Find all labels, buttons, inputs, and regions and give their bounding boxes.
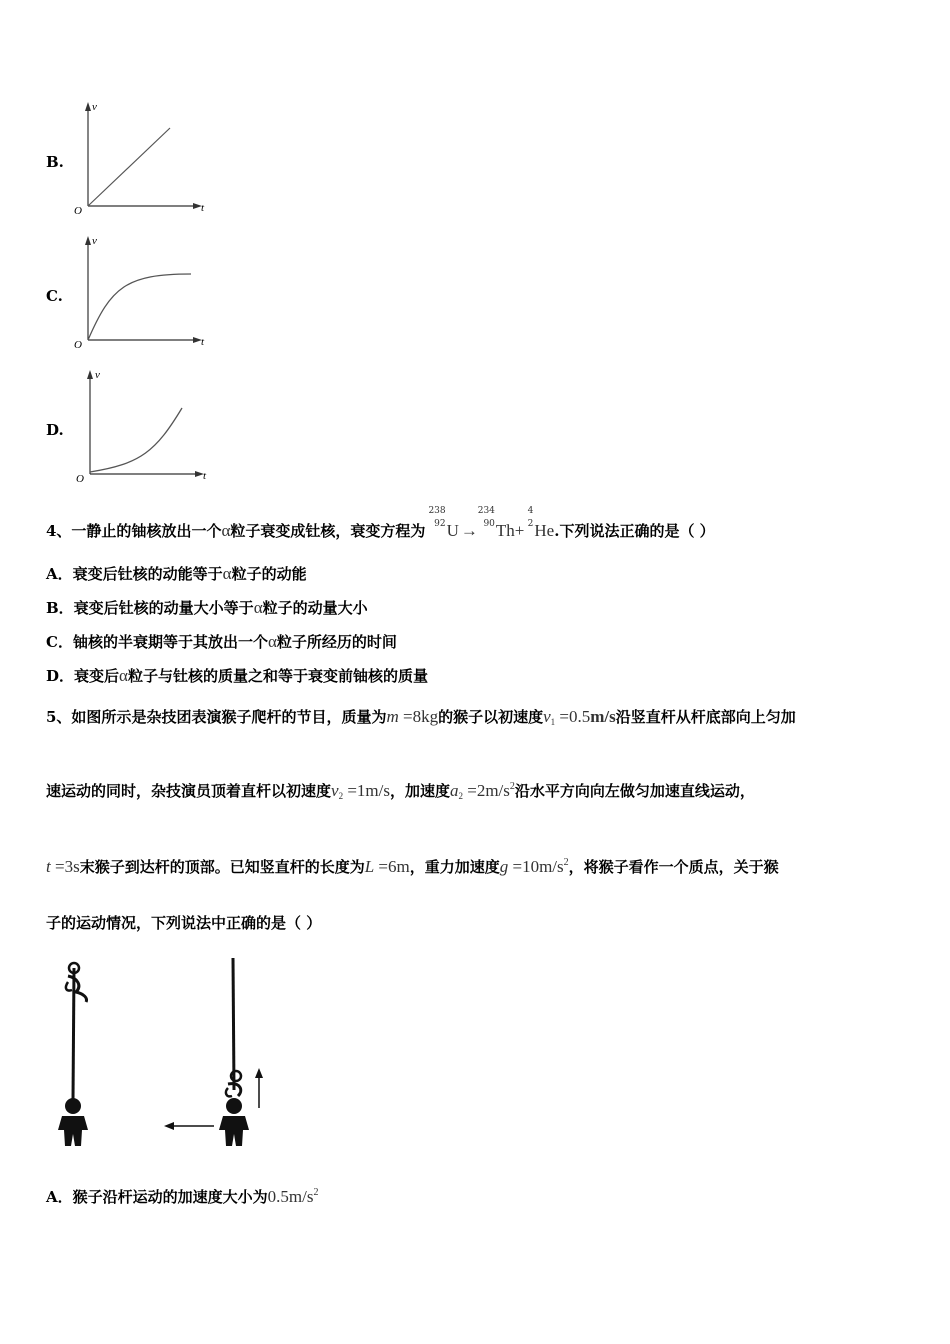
graph-d-y-label: v [95, 369, 100, 381]
graph-c-origin: O [74, 339, 82, 351]
graph-c-y-arrow [85, 236, 91, 245]
monkey-pole-figure [48, 952, 278, 1152]
q5-line-3: t =3s末猴子到达杆的顶部。已知竖直杆的长度为L =6m，重力加速度$g =10m/s^2$，将猴子看作一个质点，关于猴 [46, 857, 779, 876]
graph-d-curve [90, 408, 182, 472]
alpha-symbol: α [222, 564, 232, 583]
helium-symbol: He [534, 521, 555, 540]
uranium-isotope: 238 92 [428, 506, 446, 529]
decay-arrow: → [460, 521, 478, 540]
graph-c-curve [88, 274, 191, 340]
graph-b [66, 98, 216, 218]
left-monkey [66, 963, 87, 1002]
alpha-symbol: α [253, 598, 263, 617]
graph-b-x-label: t [201, 202, 205, 214]
graph-d-x-label: t [203, 470, 207, 482]
graph-b-y-label: v [92, 101, 97, 113]
q5-line-1: 5、如图所示是杂技团表演猴子爬杆的节目，质量为m =8kg的猴子以初速度$v_1 =0.5m/s$沿竖直杆从杆底部向上匀加 [46, 707, 796, 727]
q5-option-a: A．猴子沿杆运动的加速度大小为$0.5m/s^2$ [46, 1187, 319, 1206]
q5-line-2: 速运动的同时，杂技演员顶着直杆以初速度$v_2 =1m/s$，加速度$a_2 =2m/s^2$沿水平方向向左做匀加速直线运动， [46, 781, 755, 801]
left-acrobat [58, 1098, 88, 1146]
graph-b-y-arrow [85, 102, 91, 111]
t-var: t [46, 857, 51, 876]
right-acrobat [219, 1098, 249, 1146]
graph-d-y-arrow [87, 370, 93, 379]
v1-var: v [543, 707, 551, 726]
option-b-label: B. [46, 153, 64, 171]
left-pole [73, 968, 74, 1100]
q4-option-b: B．衰变后钍核的动量大小等于α粒子的动量大小 [46, 598, 368, 617]
graph-c [66, 232, 216, 352]
q4-option-d: D．衰变后α粒子与钍核的质量之和等于衰变前铀核的质量 [46, 666, 428, 685]
uranium-symbol: U [446, 521, 459, 540]
q4-stem-post: .下列说法正确的是（ ） [554, 522, 715, 540]
option-c-label: C. [46, 287, 63, 305]
q4-stem [46, 506, 715, 541]
graph-c-y-label: v [92, 235, 97, 247]
L-var: L [364, 857, 375, 876]
helium-isotope: 4 2 [527, 506, 534, 529]
thorium-isotope: 234 90 [477, 506, 495, 529]
q4-option-c: C．铀核的半衰期等于其放出一个α粒子所经历的时间 [46, 632, 397, 651]
leftward-arrow-head [164, 1122, 174, 1130]
g-var: g [499, 857, 509, 876]
alpha-symbol: α [119, 666, 128, 685]
upward-arrow-head [255, 1068, 263, 1078]
mass-var: m [386, 707, 399, 726]
thorium-symbol: Th+ [495, 521, 525, 540]
q4-stem-pre: 4、一静止的铀核放出一个 [46, 522, 222, 540]
graph-b-line [88, 128, 170, 206]
q4-stem-mid: 粒子衰变成钍核，衰变方程为 [230, 522, 426, 540]
alpha-symbol: α [221, 521, 231, 540]
option-d-label: D. [46, 421, 64, 439]
alpha-symbol: α [267, 632, 277, 651]
graph-c-x-label: t [201, 336, 205, 348]
v2-var: v [331, 781, 339, 800]
a2-var: a [449, 781, 459, 800]
graph-b-origin: O [74, 205, 82, 217]
graph-d-origin: O [76, 473, 84, 485]
graph-d [66, 366, 216, 486]
q5-line-4: 子的运动情况，下列说法中正确的是（ ） [46, 914, 322, 932]
q4-option-a: A．衰变后钍核的动能等于α粒子的动能 [46, 564, 307, 583]
